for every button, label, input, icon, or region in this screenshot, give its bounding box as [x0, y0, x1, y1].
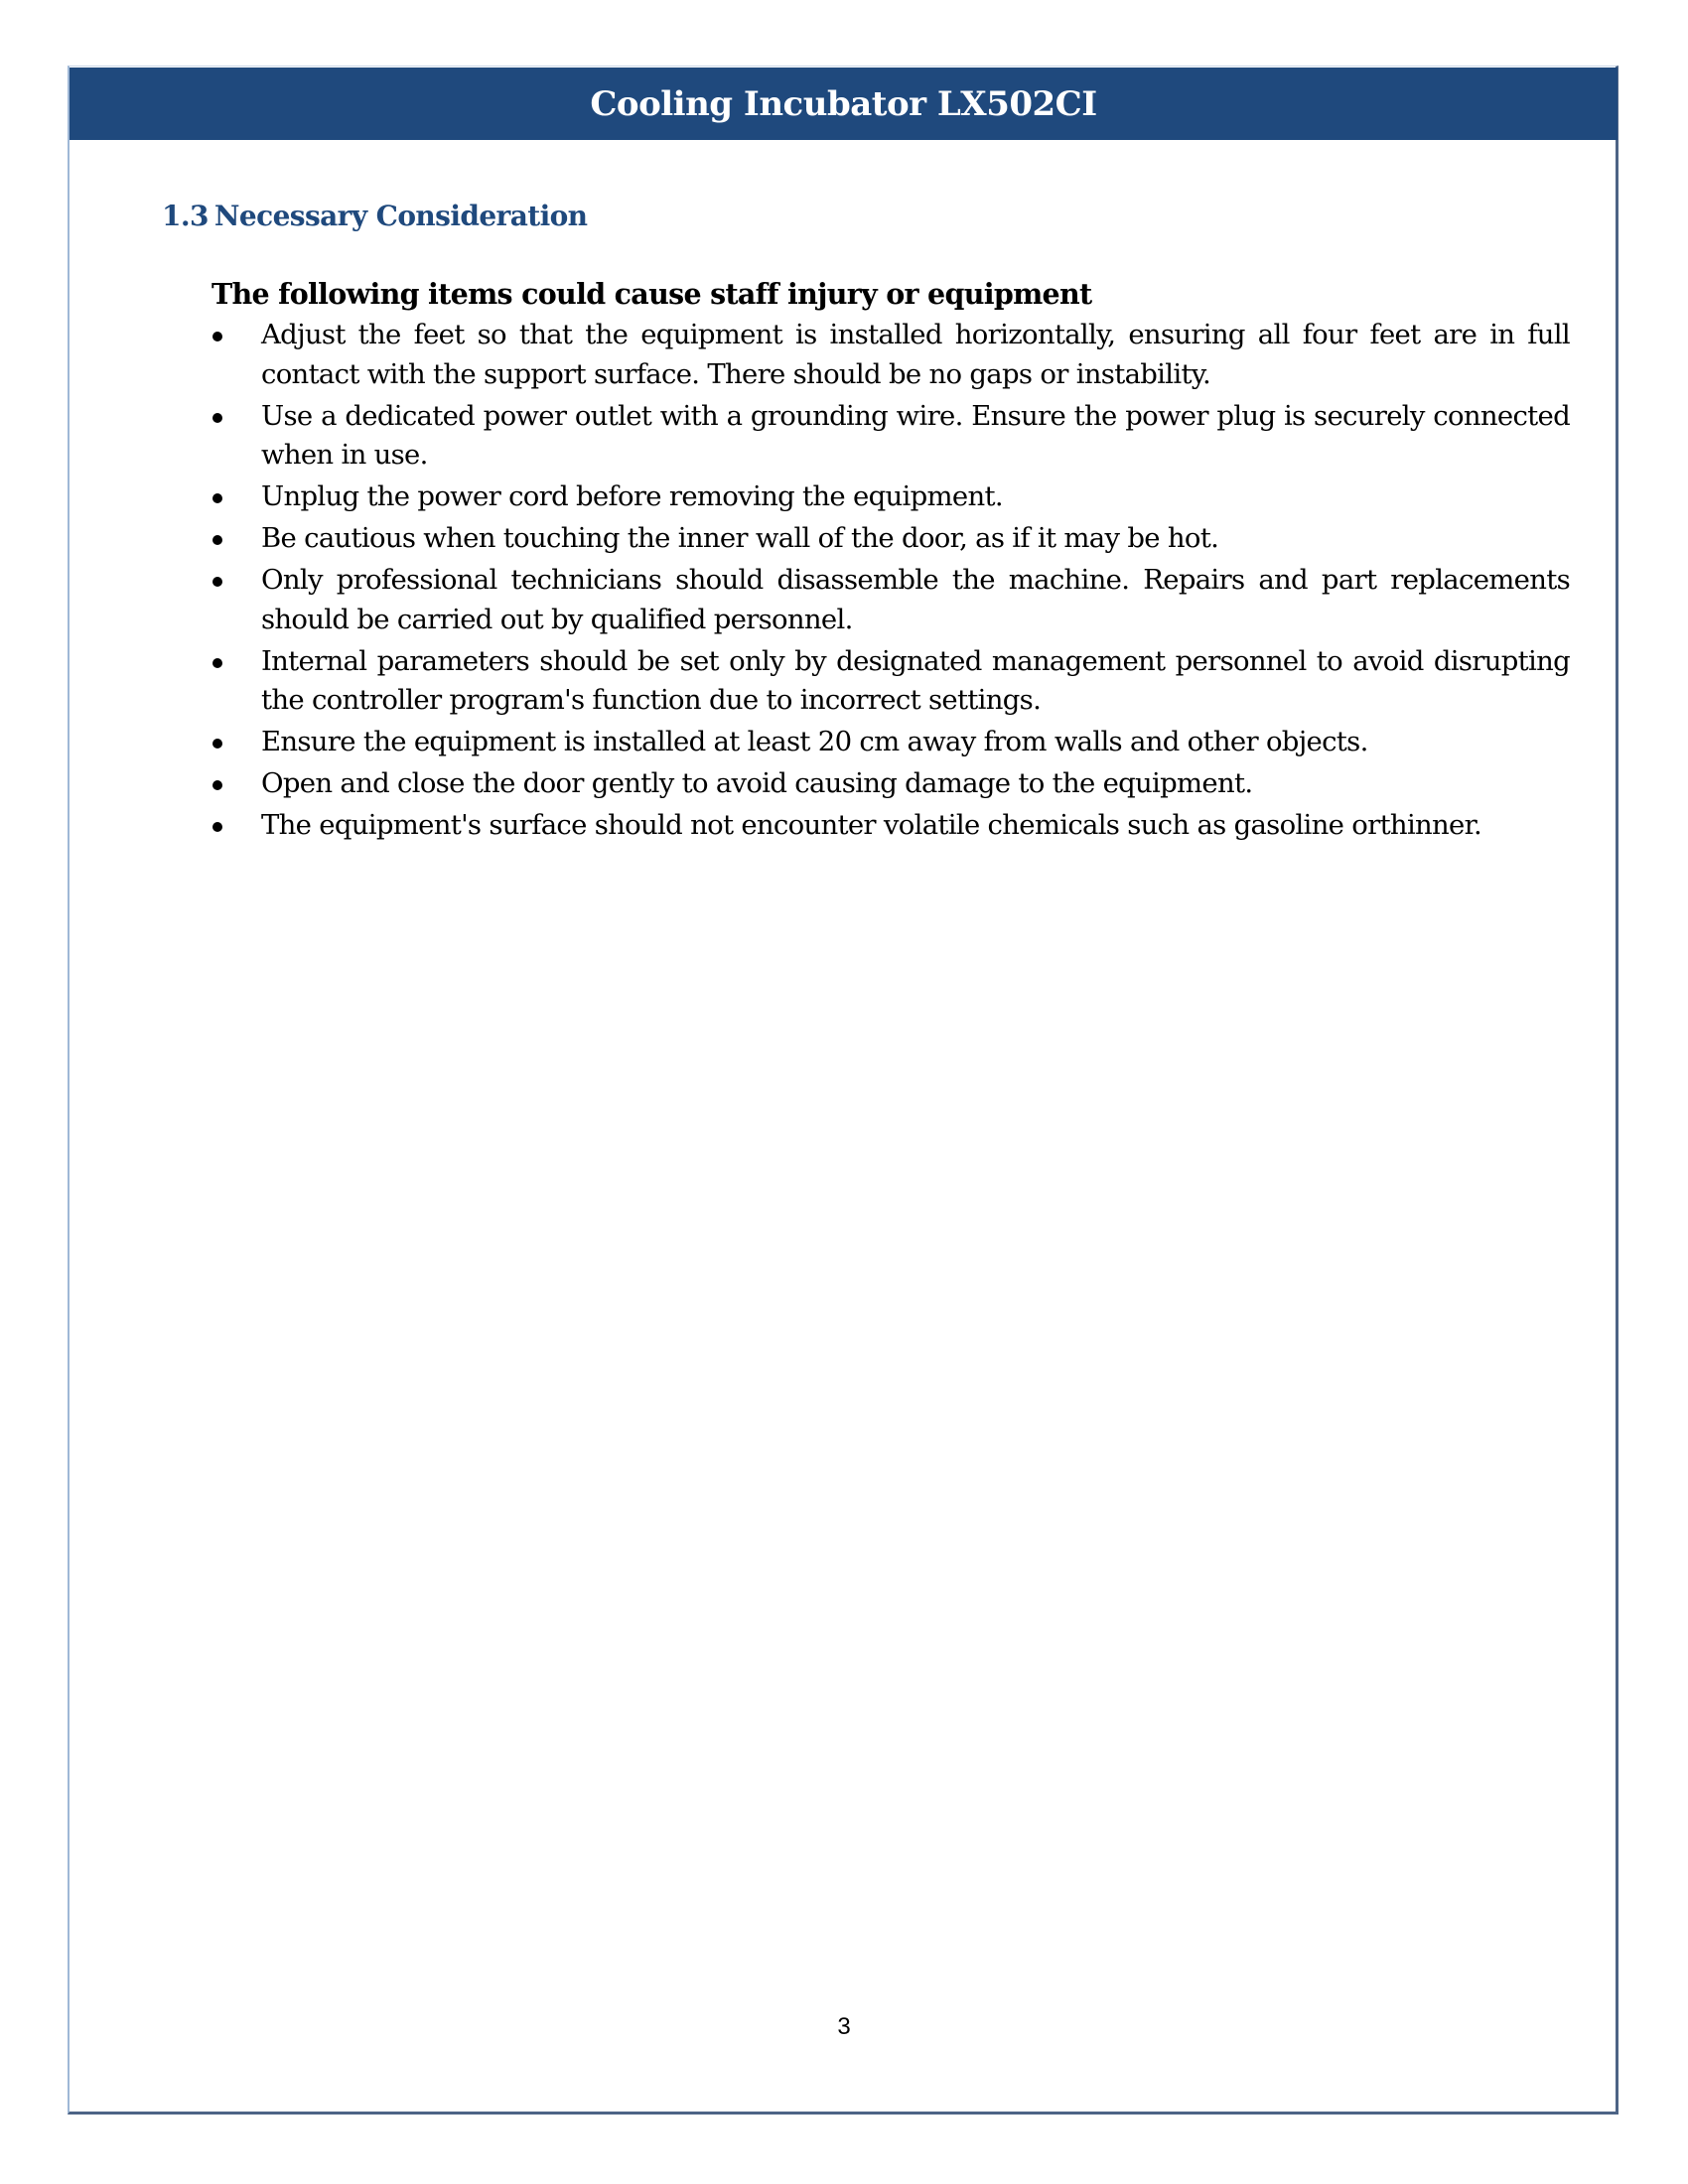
section-heading — [162, 200, 587, 232]
bullet-icon — [212, 739, 222, 749]
list-item — [211, 723, 1570, 762]
list-item — [211, 642, 1570, 721]
list-item — [211, 764, 1570, 804]
list-item-text: Use a dedicated power outlet with a grounding wire. Ensure the power plug is securely connected when in use. — [261, 399, 1570, 471]
list-item-text: Only professional technicians should disassemble the machine. Repairs and part replacements should be carried out by qualified personnel. — [261, 564, 1570, 635]
list-item-text: Internal parameters should be set only by designated management personnel to avoid disrupting the controller program's function due to incorrect settings. — [261, 644, 1570, 716]
bullet-icon — [212, 780, 222, 790]
list-item-text: Adjust the feet so that the equipment is installed horizontally, ensuring all four feet are in full contact with the support surface. There should be no gaps or instability. — [261, 319, 1570, 390]
list-item — [211, 397, 1570, 476]
document-title: Cooling Incubator LX502CI — [590, 83, 1097, 124]
list-item — [211, 478, 1570, 517]
consideration-list — [211, 316, 1570, 848]
list-item-text: Be cautious when touching the inner wall of the door, as if it may be hot. — [261, 522, 1219, 554]
list-item-text: Unplug the power cord before removing the equipment. — [261, 480, 1003, 512]
bullet-icon — [212, 413, 222, 423]
bullet-icon — [212, 535, 222, 545]
header-bar — [70, 68, 1618, 140]
list-item-text: Ensure the equipment is installed at least 20 cm away from walls and other objects. — [261, 726, 1368, 757]
page-number: 3 — [837, 2013, 851, 2040]
intro-text: The following items could cause staff injury or equipment — [211, 277, 1092, 311]
bullet-icon — [212, 822, 222, 832]
section-title: Necessary Consideration — [213, 200, 588, 232]
list-item — [211, 561, 1570, 639]
list-item — [211, 806, 1570, 846]
bullet-icon — [212, 658, 222, 668]
list-item — [211, 316, 1570, 394]
bullet-icon — [212, 577, 222, 587]
list-item-text: The equipment's surface should not encounter volatile chemicals such as gasoline orthinner. — [261, 809, 1482, 841]
bullet-icon — [212, 332, 222, 341]
list-item — [211, 519, 1570, 559]
list-item-text: Open and close the door gently to avoid causing damage to the equipment. — [261, 767, 1253, 799]
section-number: 1.3 — [162, 200, 209, 232]
bullet-icon — [212, 493, 222, 503]
